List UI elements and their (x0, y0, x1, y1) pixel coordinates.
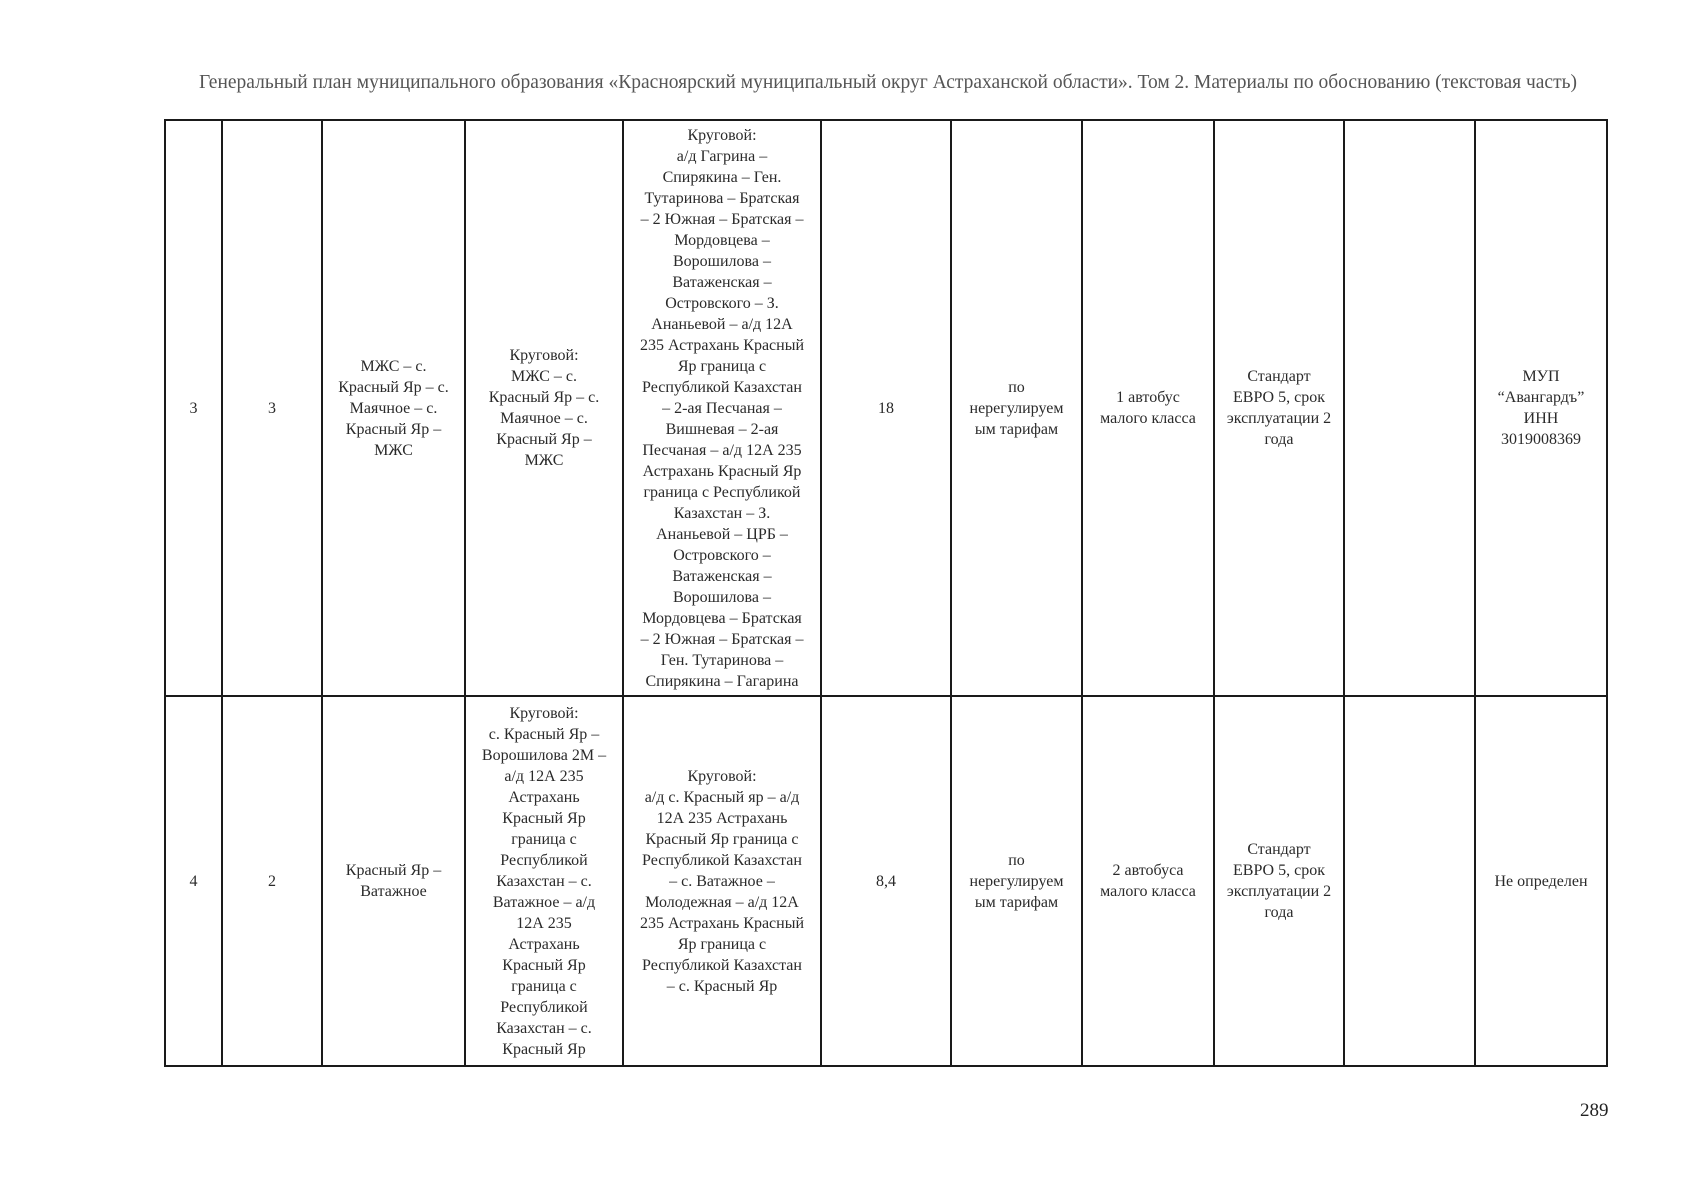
cell-length: 8,4 (821, 696, 951, 1066)
cell-route-name: Красный Яр – Ватажное (322, 696, 465, 1066)
cell-route-stops: Круговой: с. Красный Яр – Ворошилова 2М – а/д 12А 235 Астрахань Красный Яр граница с Республикой Казахстан – с. Ватажное – а/д 12А 235 Астрахань Красный Яр граница с Республикой Казахстан – с. Красный Яр (465, 696, 623, 1066)
cell-length: 18 (821, 120, 951, 696)
cell-tariff: по нерегулируем ым тарифам (951, 696, 1082, 1066)
cell-standard: Стандарт ЕВРО 5, срок эксплуатации 2 года (1214, 696, 1344, 1066)
cell-number: 3 (165, 120, 222, 696)
table-row (165, 696, 1607, 1066)
cell-route-name: МЖС – с. Красный Яр – с. Маячное – с. Красный Яр – МЖС (322, 120, 465, 696)
routes-table (164, 119, 1608, 1067)
cell-vehicles: 1 автобус малого класса (1082, 120, 1214, 696)
cell-carrier: МУП “Авангардъ” ИНН 3019008369 (1475, 120, 1607, 696)
cell-vehicles: 2 автобуса малого класса (1082, 696, 1214, 1066)
cell-carrier: Не определен (1475, 696, 1607, 1066)
cell-empty (1344, 696, 1475, 1066)
cell-route-number: 3 (222, 120, 322, 696)
cell-route-number: 2 (222, 696, 322, 1066)
cell-tariff: по нерегулируем ым тарифам (951, 120, 1082, 696)
cell-route-streets: Круговой: а/д с. Красный яр – а/д 12А 235 Астрахань Красный Яр граница с Республикой Казахстан – с. Ватажное – Молодежная – а/д 12А 235 Астрахань Красный Яр граница с Республикой Казахстан – с. Красный Яр (623, 696, 821, 1066)
cell-number: 4 (165, 696, 222, 1066)
cell-route-stops: Круговой: МЖС – с. Красный Яр – с. Маячное – с. Красный Яр – МЖС (465, 120, 623, 696)
document-header: Генеральный план муниципального образования «Красноярский муниципальный округ Астраханской области». Том 2. Материалы по обоснованию (текстовая часть) (199, 72, 1577, 93)
table-row (165, 120, 1607, 696)
cell-route-streets: Круговой: а/д Гагрина – Спирякина – Ген. Тутаринова – Братская – 2 Южная – Братская – Мордовцева – Ворошилова – Ватаженская – Островского – З. Ананьевой – а/д 12А 235 Астрахань Красный Яр граница с Республикой Казахстан – 2-ая Песчаная – Вишневая – 2-ая Песчаная – а/д 12А 235 Астрахань Красный Яр граница с Республикой Казахстан – З. Ананьевой – ЦРБ – Островского – Ватаженская – Ворошилова – Мордовцева – Братская – 2 Южная – Братская – Ген. Тутаринова – Спирякина – Гагарина (623, 120, 821, 696)
cell-empty (1344, 120, 1475, 696)
cell-standard: Стандарт ЕВРО 5, срок эксплуатации 2 года (1214, 120, 1344, 696)
page-number: 289 (1580, 1100, 1609, 1121)
